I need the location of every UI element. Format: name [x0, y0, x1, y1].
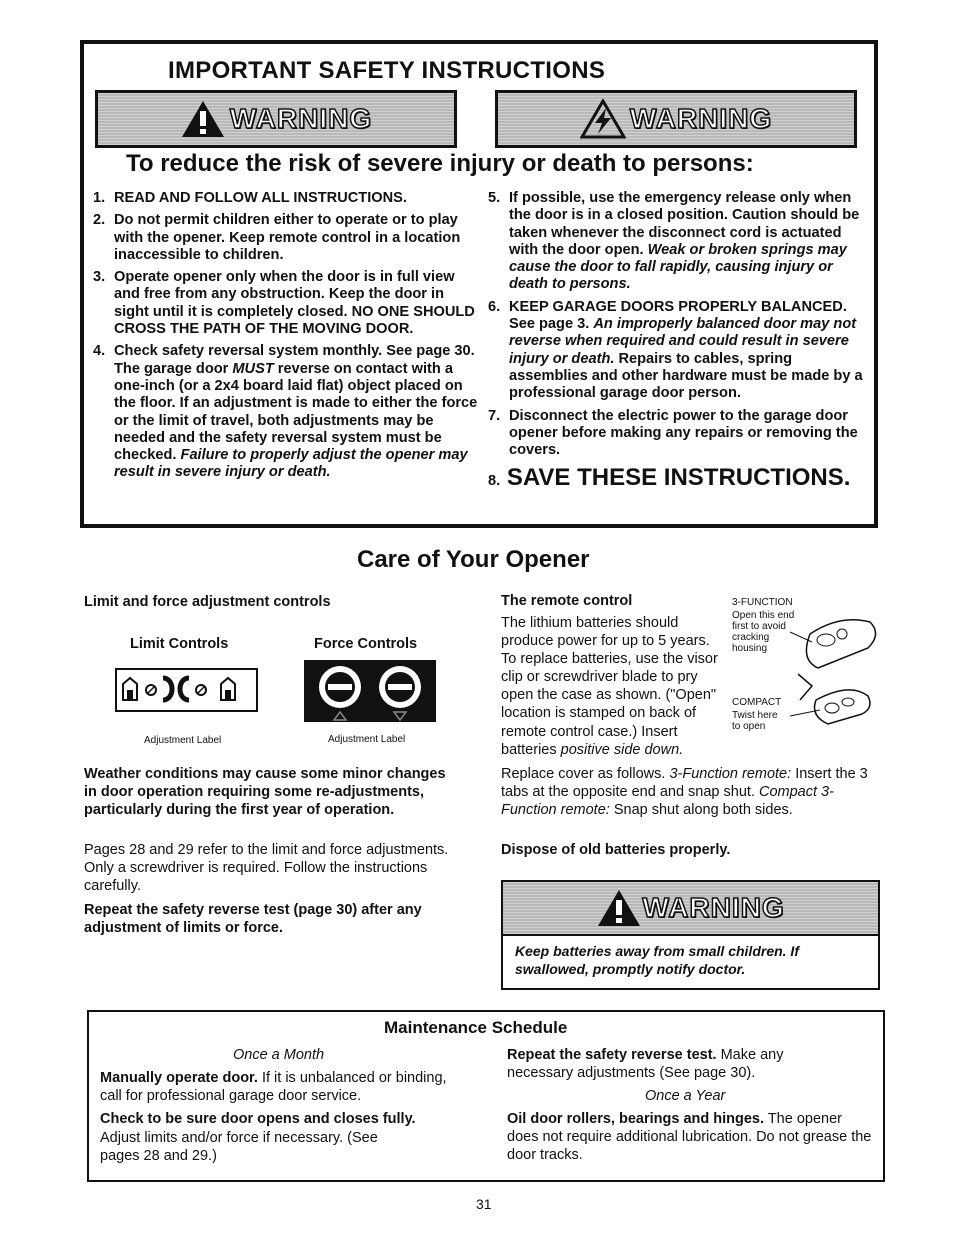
item-text-emphasis: MUST — [232, 360, 274, 377]
warning-text: WARNING — [629, 103, 773, 134]
battery-warning-banner — [503, 882, 878, 936]
safety-heading: IMPORTANT SAFETY INSTRUCTIONS — [168, 57, 606, 84]
item-text-italic: Weak or broken springs may cause the door to fall rapidly, causing injury or death to persons. — [509, 241, 847, 293]
weather-text: Weather conditions may cause some minor changes in door operation requiring some re-adjustments, particularly during the first year of operation. — [84, 766, 446, 819]
adjustment-label-caption: Adjustment Label — [328, 734, 406, 745]
remote-open-caption: Open this end first to avoid cracking housing — [732, 610, 795, 654]
save-text: SAVE THESE INSTRUCTIONS. — [506, 464, 851, 492]
item-number: 1. — [93, 190, 106, 206]
once-a-month-heading: Once a Month — [233, 1047, 325, 1063]
warning-banner-right — [495, 90, 857, 148]
check-door-bold: Check to be sure door opens and closes fully. — [100, 1111, 416, 1127]
safety-list-right — [488, 190, 872, 495]
limit-controls-label: Limit Controls — [130, 636, 229, 652]
repeat-test-bold: Repeat the safety reverse test. — [507, 1047, 717, 1063]
save-instructions — [488, 464, 872, 495]
list-item — [488, 408, 872, 460]
repeat-test-text: Repeat the safety reverse test (page 30) after any adjustment of limits or force. — [84, 902, 422, 937]
remote-text-body: The lithium batteries should produce power for up to 5 years. To replace batteries, use the visor clip or screwdriver blade to pry open the case as shown. ("Open" location is stamped on back of remote control case.) Insert batteries — [501, 615, 718, 758]
limit-force-heading: Limit and force adjustment controls — [84, 594, 331, 610]
item-number: 6. — [488, 298, 501, 315]
remote-3function-caption: 3-FUNCTION — [732, 597, 793, 608]
adjustment-label-caption: Adjustment Label — [144, 735, 222, 746]
dispose-text: Dispose of old batteries properly. — [501, 842, 731, 858]
remote-text — [501, 614, 726, 759]
remote-control-illustration — [770, 604, 880, 734]
oil-rollers-text — [507, 1110, 877, 1164]
list-item — [93, 343, 478, 481]
replace-text: Insert the 3 tabs at the opposite end and snap shut. — [501, 766, 868, 801]
repeat-test-body: Make any necessary adjustments (See page 30). — [507, 1047, 784, 1082]
replace-text: Snap shut along both sides. — [613, 802, 793, 819]
manual-operate-text — [100, 1069, 470, 1105]
item-text: Disconnect the electric power to the garage door opener before making any repairs or removing the covers. — [509, 407, 858, 459]
limit-adjustment-label-image — [115, 668, 258, 712]
safety-title: To reduce the risk of severe injury or death to persons: — [126, 150, 754, 177]
force-adjustment-label-image — [304, 660, 436, 722]
warning-text: WARNING — [642, 892, 785, 923]
care-title: Care of Your Opener — [357, 546, 590, 573]
maintenance-title: Maintenance Schedule — [384, 1018, 568, 1037]
force-controls-label: Force Controls — [314, 636, 418, 652]
list-item — [93, 269, 478, 338]
force-controls-icon — [304, 660, 436, 722]
remote-twist-caption: Twist here to open — [732, 710, 778, 732]
item-number: 8. — [488, 473, 501, 490]
repeat-test-maint-text — [507, 1046, 837, 1082]
oil-rollers-body: The opener does not require additional lubrication. Do not grease the door tracks. — [507, 1111, 872, 1164]
list-item — [93, 190, 478, 207]
replace-3fn-label: 3-Function remote: — [669, 766, 792, 782]
warning-text: WARNING — [229, 103, 373, 134]
item-text-italic: An improperly balanced door may not reverse when required and could result in severe injury or death. — [509, 316, 857, 367]
manual-operate-body: If it is unbalanced or binding, call for professional garage door service. — [100, 1070, 447, 1105]
item-text: reverse on contact with a one-inch (or a 2x4 board laid flat) object placed on the floor. If an adjustment is made to either the force or the limit of travel, both adjustments may be needed and the safety reversal system must be checked. — [114, 360, 478, 464]
item-text: KEEP GARAGE DOORS PROPERLY BALANCED. See page 3. — [509, 298, 847, 333]
safety-list-left — [93, 190, 478, 487]
remote-text-italic: positive side down. — [560, 741, 684, 758]
item-text: Operate opener only when the door is in full view and free from any obstruction. Keep the door in sight until it is completely closed. NO ONE SHOULD CROSS THE PATH OF THE MOVING DOOR. — [114, 269, 475, 338]
check-door-body: Adjust limits and/or force if necessary. (See pages 28 and 29.) — [100, 1130, 378, 1165]
oil-rollers-bold: Oil door rollers, bearings and hinges. — [507, 1111, 765, 1127]
limit-controls-icon — [117, 670, 256, 710]
list-item — [488, 299, 872, 403]
item-text: Do not permit children either to operate or to play with the opener. Keep remote control in a location inaccessible to children. — [114, 212, 461, 263]
item-text: If possible, use the emergency release only when the door is in a closed position. Caution should be taken whenever the disconnect cord is actuated with the door open. — [509, 190, 860, 258]
electric-warning-icon — [580, 99, 626, 139]
item-number: 5. — [488, 190, 501, 206]
item-number: 2. — [93, 212, 106, 229]
item-text: READ AND FOLLOW ALL INSTRUCTIONS. — [114, 190, 407, 206]
item-text: Check safety reversal system monthly. See page 30. The garage door — [114, 343, 475, 377]
item-number: 4. — [93, 343, 106, 360]
replace-compact-label: Compact 3-Function remote: — [501, 784, 834, 819]
warning-triangle-icon — [596, 888, 642, 928]
item-number: 7. — [488, 407, 501, 424]
once-a-year-heading: Once a Year — [645, 1088, 726, 1104]
battery-warning-text: Keep batteries away from small children. If swallowed, promptly notify doctor. — [515, 943, 799, 978]
item-text: Repairs to cables, spring assemblies and other hardware must be made by a professional garage door person. — [509, 350, 863, 402]
manual-operate-bold: Manually operate door. — [100, 1070, 258, 1086]
list-item — [488, 190, 872, 294]
remote-heading: The remote control — [501, 593, 633, 609]
warning-triangle-icon — [180, 99, 226, 139]
item-number: 3. — [93, 269, 106, 286]
replace-cover-text — [501, 765, 876, 819]
remote-compact-caption: COMPACT — [732, 697, 782, 708]
pages-text: Pages 28 and 29 refer to the limit and force adjustments. Only a screwdriver is required. Follow the instructions carefully. — [84, 842, 449, 895]
page-number: 31 — [476, 1196, 492, 1212]
replace-text: Replace cover as follows. — [501, 766, 666, 782]
list-item — [93, 212, 478, 264]
item-text-italic: Failure to properly adjust the opener may result in severe injury or death. — [114, 447, 468, 481]
warning-banner-left — [95, 90, 457, 148]
